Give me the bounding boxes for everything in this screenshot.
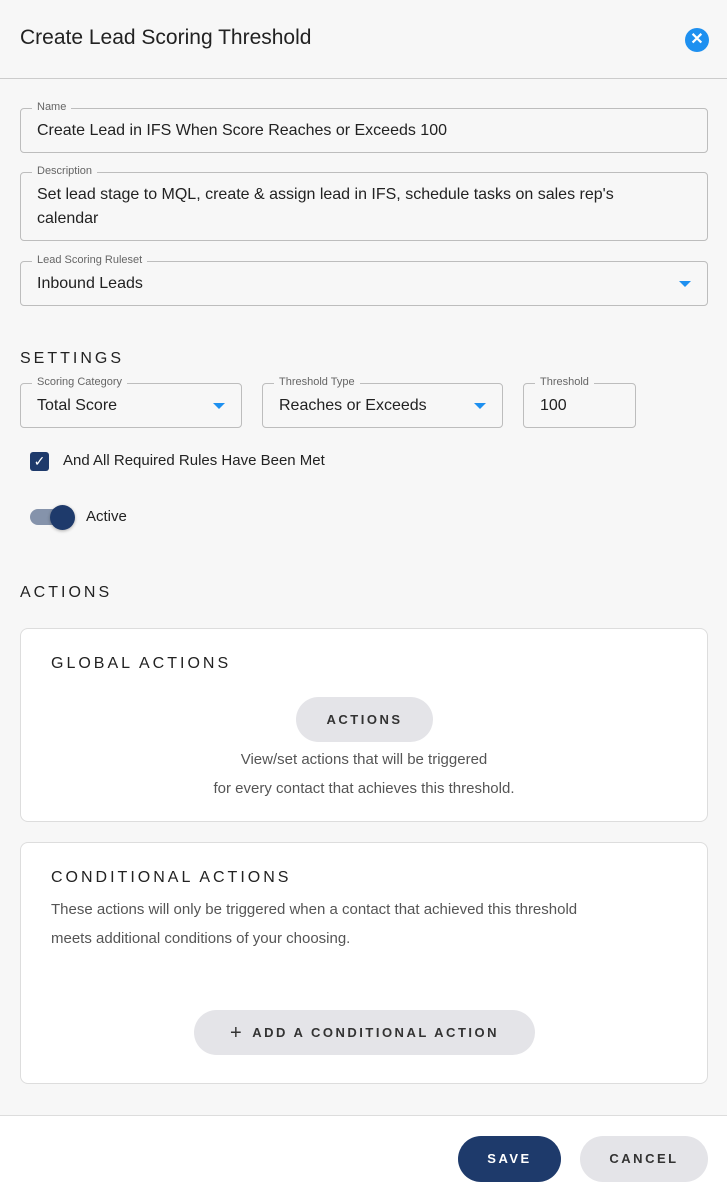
ruleset-value: Inbound Leads (37, 275, 143, 292)
threshold-type-value: Reaches or Exceeds (279, 397, 427, 414)
header-divider (0, 78, 727, 79)
threshold-type-label: Threshold Type (274, 376, 360, 388)
settings-heading: SETTINGS (20, 350, 125, 367)
scoring-category-label: Scoring Category (32, 376, 127, 388)
add-conditional-action-label: ADD A CONDITIONAL ACTION (252, 1025, 499, 1040)
global-actions-title: GLOBAL ACTIONS (51, 655, 232, 672)
threshold-type-select[interactable] (262, 376, 503, 428)
name-field[interactable] (20, 101, 708, 153)
active-toggle[interactable] (30, 508, 74, 526)
required-rules-label: And All Required Rules Have Been Met (63, 452, 325, 469)
chevron-down-icon (474, 403, 486, 409)
scoring-category-value: Total Score (37, 397, 118, 414)
cancel-button[interactable]: CANCEL (580, 1136, 708, 1182)
conditional-actions-title: CONDITIONAL ACTIONS (51, 869, 292, 886)
global-actions-text-2: for every contact that achieves this threshold. (213, 780, 515, 797)
conditional-actions-card (20, 842, 708, 1084)
threshold-label: Threshold (535, 376, 594, 388)
close-icon[interactable]: ✕ (685, 28, 709, 52)
name-label: Name (32, 101, 71, 113)
actions-heading: ACTIONS (20, 584, 113, 601)
ruleset-label: Lead Scoring Ruleset (32, 254, 147, 266)
required-rules-checkbox[interactable]: ✓ (30, 452, 49, 471)
name-value: Create Lead in IFS When Score Reaches or Exceeds 100 (37, 122, 447, 139)
ruleset-select[interactable] (20, 254, 708, 306)
description-value: Set lead stage to MQL, create & assign lead in IFS, schedule tasks on sales rep's calendar (37, 186, 614, 227)
description-label: Description (32, 165, 97, 177)
dialog-title: Create Lead Scoring Threshold (20, 26, 312, 49)
add-conditional-action-button[interactable] (194, 1010, 535, 1055)
global-actions-text-1: View/set actions that will be triggered (240, 751, 488, 768)
scoring-category-select[interactable] (20, 376, 242, 428)
chevron-down-icon (679, 281, 691, 287)
description-field[interactable] (20, 165, 708, 241)
global-actions-card (20, 628, 708, 822)
threshold-value: 100 (540, 397, 567, 414)
actions-button[interactable]: ACTIONS (296, 697, 433, 742)
plus-icon: + (230, 1022, 245, 1044)
chevron-down-icon (213, 403, 225, 409)
conditional-actions-text-2: meets additional conditions of your choosing. (51, 930, 351, 947)
conditional-actions-text-1: These actions will only be triggered when a contact that achieved this threshold (51, 901, 578, 918)
threshold-input[interactable] (523, 376, 636, 428)
save-button[interactable]: SAVE (458, 1136, 561, 1182)
active-label: Active (86, 508, 127, 525)
